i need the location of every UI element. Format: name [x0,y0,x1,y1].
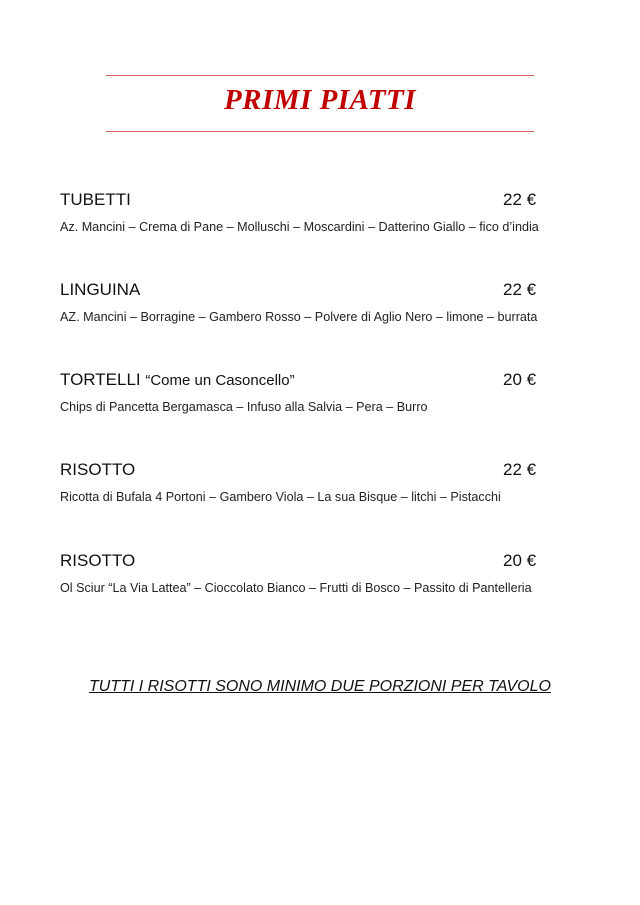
menu-item-linguina [60,280,580,324]
menu-item-name-main: LINGUINA [60,280,141,299]
title-bottom-rule [106,131,534,132]
menu-title: PRIMI PIATTI [223,84,417,116]
menu-item-name [60,551,135,571]
menu-item-header [60,280,580,304]
menu-item-description: Ricotta di Bufala 4 Portoni – Gambero Viola – La sua Bisque – litchi – Pistacchi [60,490,501,504]
menu-item-price: 20 € [503,370,537,389]
menu-item-name [60,460,135,480]
menu-item-header [60,190,580,214]
menu-item-name-main: TORTELLI [60,370,146,389]
menu-item-tubetti [60,190,580,234]
menu-item-header [60,551,580,575]
menu-item-name-sub: “Come un Casoncello” [145,372,295,389]
menu-item-price: 22 € [503,280,537,299]
menu-item-name-main: RISOTTO [60,460,136,479]
menu-item-price: 22 € [503,190,537,209]
menu-item-risotto-1 [60,460,580,504]
menu-item-name-main: RISOTTO [60,551,136,570]
menu-item-description: AZ. Mancini – Borragine – Gambero Rosso – Polvere di Aglio Nero – limone – burrata [60,310,538,324]
title-top-rule [106,75,534,76]
menu-item-name-main: TUBETTI [60,190,131,209]
menu-item-tortelli [60,370,580,414]
risotto-portion-note: TUTTI I RISOTTI SONO MINIMO DUE PORZIONI PER TAVOLO [89,678,551,695]
menu-item-name [60,280,140,300]
menu-item-name [60,190,131,210]
menu-item-description: Ol Sciur “La Via Lattea” – Cioccolato Bianco – Frutti di Bosco – Passito di Pantelleria [60,581,532,595]
menu-item-header [60,460,580,484]
menu-item-header [60,370,580,394]
menu-item-risotto-2 [60,551,580,595]
menu-item-price: 20 € [503,551,537,570]
menu-item-price: 22 € [503,460,537,479]
menu-item-description: Chips di Pancetta Bergamasca – Infuso alla Salvia – Pera – Burro [60,400,428,414]
menu-item-name [60,370,295,390]
menu-item-description: Az. Mancini – Crema di Pane – Molluschi – Moscardini – Datterino Giallo – fico d’india [60,220,539,234]
